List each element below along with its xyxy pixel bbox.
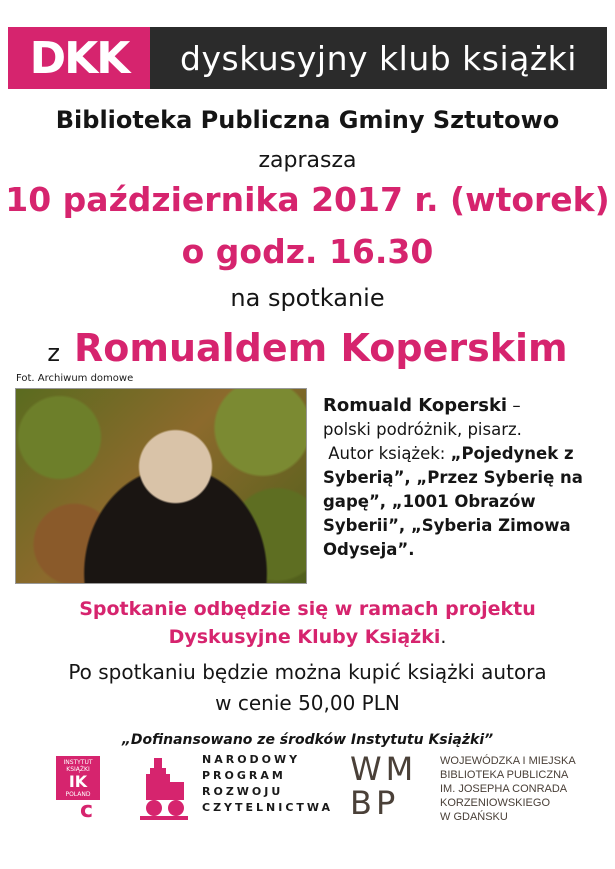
locomotive-icon xyxy=(140,756,188,820)
ik-bottom-text: POLAND xyxy=(65,790,91,798)
bio-dash: – xyxy=(507,396,521,415)
ik-top-text: INSTYTUT KSIĄŻKI xyxy=(63,758,93,773)
bio-intro: Autor książek: xyxy=(328,444,451,463)
project-line2 xyxy=(0,626,615,648)
wbp-line: W GDAŃSKU xyxy=(440,811,508,823)
ik-mark: IK xyxy=(68,771,88,791)
project-name: Dyskusyjne Kluby Książki xyxy=(168,626,441,648)
photo-credit: Fot. Archiwum domowe xyxy=(16,373,134,384)
funding-note: „Dofinansowano ze środków Instytutu Książki” xyxy=(121,732,494,748)
event-time: o godz. 16.30 xyxy=(181,232,434,271)
project-end: . xyxy=(440,626,447,648)
dkk-logo: DKK xyxy=(8,27,150,89)
wbp-logo-line: WM xyxy=(350,750,418,788)
author-bio xyxy=(323,394,603,562)
wbp-logo-text xyxy=(440,754,576,824)
bio-books: „Pojedynek z Syberią”, „Przez Syberię na gapę”, „1001 Obrazów Syberii”, „Syberia Zimowa Odyseja”. xyxy=(323,444,583,559)
wbp-logo-line: BP xyxy=(350,784,400,822)
bio-name: Romuald Koperski xyxy=(323,395,508,416)
npr-logo-text xyxy=(202,752,333,816)
wbp-line: WOJEWÓDZKA I MIEJSKA xyxy=(440,755,576,767)
instytut-ksiazki-logo xyxy=(56,756,100,800)
npr-line: CZYTELNICTWA xyxy=(202,801,334,814)
npr-line: PROGRAM xyxy=(202,769,286,782)
event-date: 10 października 2017 r. (wtorek) xyxy=(5,180,610,219)
ik-tail: c xyxy=(80,798,94,823)
buy-line2: w cenie 50,00 PLN xyxy=(215,691,400,715)
organizer: Biblioteka Publiczna Gminy Sztutowo xyxy=(55,106,560,134)
wbp-logo-mark xyxy=(350,752,417,820)
npr-line: NARODOWY xyxy=(202,753,301,766)
header-banner xyxy=(8,27,607,89)
buy-line1: Po spotkaniu będzie można kupić książki autora xyxy=(68,660,547,684)
npr-line: ROZWOJU xyxy=(202,785,284,798)
invites-text: zaprasza xyxy=(258,148,357,173)
meeting-text: na spotkanie xyxy=(230,284,385,312)
guest-name: Romualdem Koperskim xyxy=(74,326,568,370)
guest-prefix: z xyxy=(47,339,60,367)
project-line1: Spotkanie odbędzie się w ramach projektu xyxy=(79,598,536,620)
guest-line xyxy=(0,326,615,370)
banner-title: dyskusyjny klub książki xyxy=(180,38,577,78)
wbp-line: IM. JOSEPHA CONRADA xyxy=(440,783,568,795)
wbp-line: BIBLIOTEKA PUBLICZNA xyxy=(440,769,569,781)
bio-line1: polski podróżnik, pisarz. xyxy=(323,420,522,439)
wbp-line: KORZENIOWSKIEGO xyxy=(440,797,551,809)
author-photo xyxy=(15,388,307,584)
